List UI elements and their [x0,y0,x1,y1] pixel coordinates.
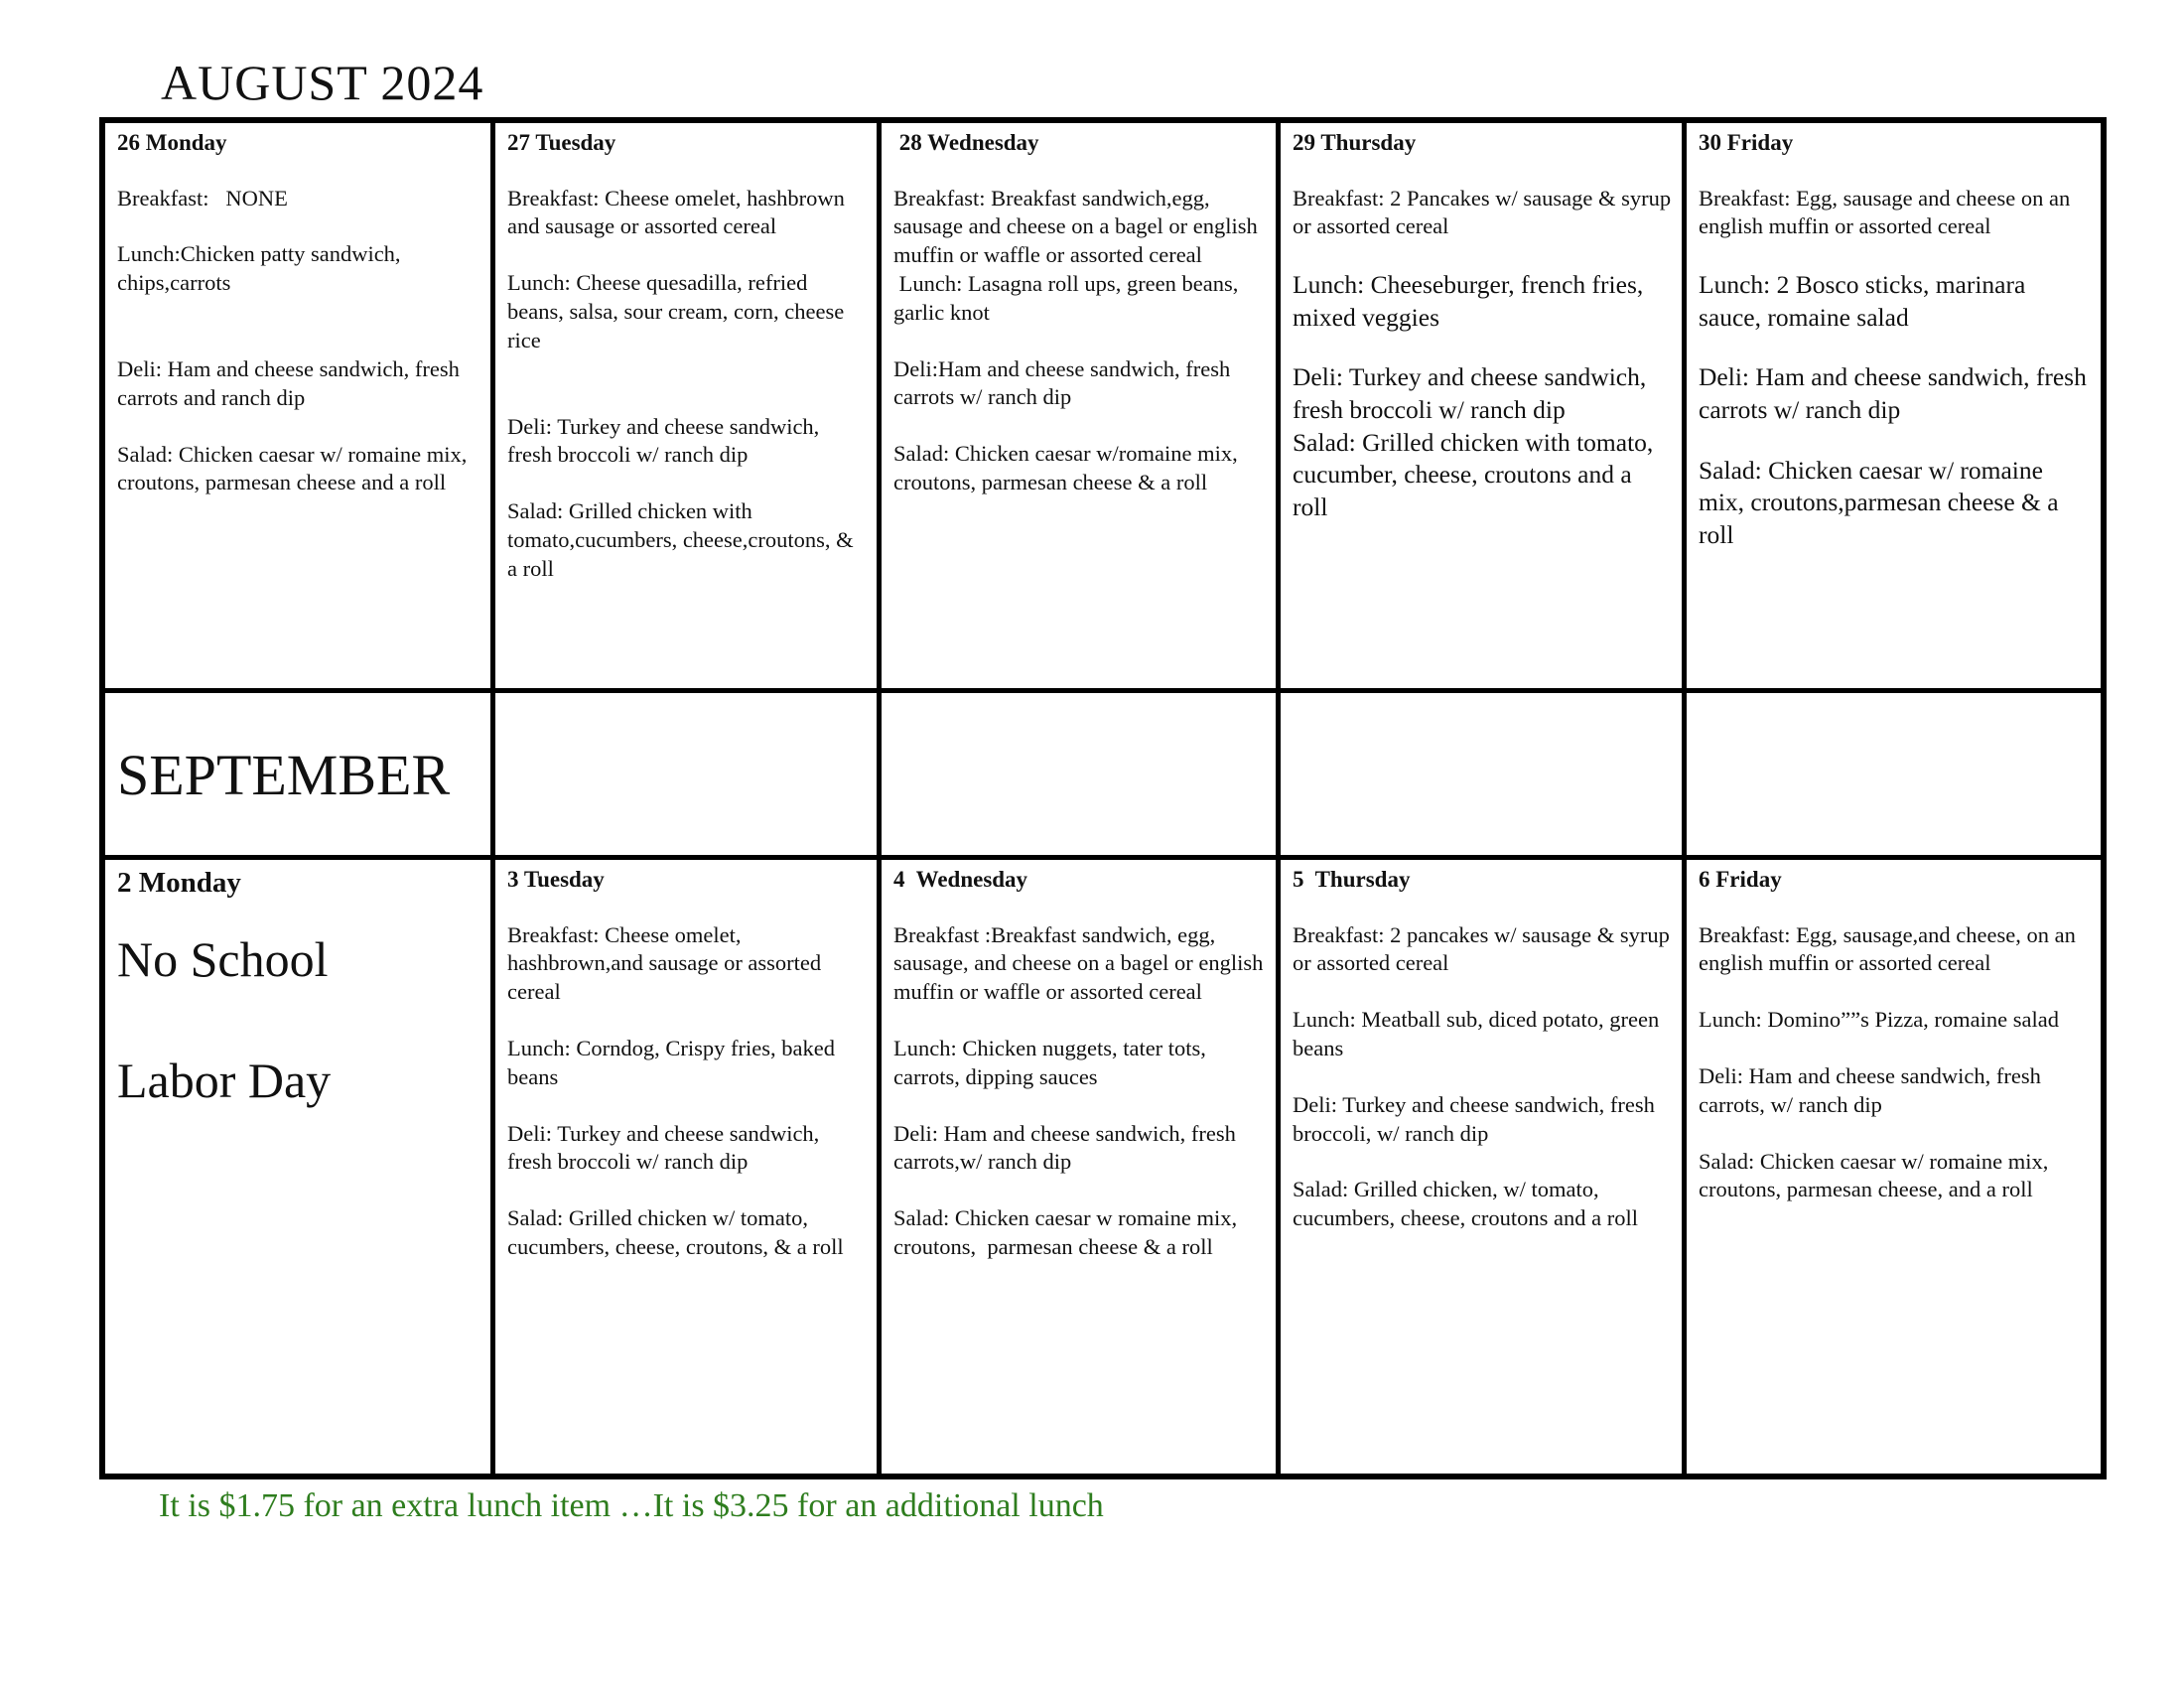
day-header: 27 Tuesday [507,130,616,155]
month-label: SEPTEMBER [117,743,451,807]
deli-item: Deli: Ham and cheese sandwich, fresh carrots w/ ranch dip [1699,362,2094,425]
deli-item: Deli:Ham and cheese sandwich, fresh carrots w/ ranch dip [893,355,1236,410]
lunch-item: Lunch: Cheese quesadilla, refried beans, salsa, sour cream, corn, cheese rice [507,270,850,352]
page-title: AUGUST 2024 [161,55,484,110]
breakfast-item: Breakfast: NONE [117,185,288,211]
lunch-item: Lunch: Lasagna roll ups, green beans, garlic knot [893,270,1245,325]
empty-cell [882,693,1281,860]
day-cell-aug-27 [495,123,882,693]
breakfast-item: Breakfast: Breakfast sandwich,egg, sausage and cheese on a bagel or english muffin or waffle or assorted cereal [893,185,1264,268]
deli-item: Deli: Ham and cheese sandwich, fresh carrots,w/ ranch dip [893,1120,1242,1175]
day-header: 3 Tuesday [507,867,605,892]
empty-cell [495,693,882,860]
deli-item: Deli: Ham and cheese sandwich, fresh carrots, w/ ranch dip [1699,1062,2047,1117]
salad-item: Salad: Chicken caesar w/romaine mix, croutons, parmesan cheese & a roll [893,441,1244,494]
salad-item: Salad: Chicken caesar w/ romaine mix, croutons, parmesan cheese, and a roll [1699,1148,2055,1202]
salad-item: Salad: Grilled chicken w/ tomato, cucumbers, cheese, croutons, & a roll [507,1205,844,1259]
lunch-item: Lunch: Corndog, Crispy fries, baked beans [507,1035,841,1089]
day-cell-sep-5 [1281,860,1687,1474]
lunch-item: Lunch:Chicken patty sandwich, chips,carrots [117,241,407,296]
no-school-text: No School [117,930,329,987]
day-cell-aug-30 [1687,123,2101,693]
breakfast-item: Breakfast: 2 Pancakes w/ sausage & syrup or assorted cereal [1293,185,1677,239]
lunch-item: Lunch: Meatball sub, diced potato, green beans [1293,1007,1665,1060]
day-header: 6 Friday [1699,867,1782,892]
lunch-item: Lunch: 2 Bosco sticks, marinara sauce, romaine salad [1699,270,2032,332]
day-header: 30 Friday [1699,130,1794,155]
salad-item: Salad: Grilled chicken, w/ tomato, cucumbers, cheese, croutons and a roll [1293,1177,1638,1231]
breakfast-item: Breakfast: Cheese omelet, hashbrown and sausage or assorted cereal [507,185,851,239]
salad-item: Salad: Grilled chicken with tomato, cucumber, cheese, croutons and a roll [1293,427,1660,521]
breakfast-item: Breakfast: Cheese omelet, hashbrown,and sausage or assorted cereal [507,921,827,1005]
pricing-note: It is $1.75 for an extra lunch item …It is $3.25 for an additional lunch [159,1487,1104,1524]
deli-item: Deli: Turkey and cheese sandwich, fresh broccoli, w/ ranch dip [1293,1091,1661,1146]
day-cell-aug-26 [105,123,495,693]
salad-item: Salad: Chicken caesar w/ romaine mix, croutons,parmesan cheese & a roll [1699,455,2065,549]
empty-cell [1687,693,2101,860]
lunch-item: Lunch: Chicken nuggets, tater tots, carrots, dipping sauces [893,1035,1212,1089]
day-header: 26 Monday [117,130,227,155]
salad-item: Salad: Grilled chicken with tomato,cucumbers, cheese,croutons, & a roll [507,498,860,581]
breakfast-item: Breakfast :Breakfast sandwich, egg, sausage, and cheese on a bagel or english muffin or waffle or assorted cereal [893,921,1269,1005]
day-header: 2 Monday [117,867,241,899]
holiday-text: Labor Day [117,1052,332,1108]
deli-item: Deli: Turkey and cheese sandwich, fresh broccoli w/ ranch dip [507,413,825,468]
day-cell-sep-2 [105,860,495,1474]
breakfast-item: Breakfast: Egg, sausage,and cheese, on an english muffin or assorted cereal [1699,921,2082,976]
breakfast-item: Breakfast: 2 pancakes w/ sausage & syrup or assorted cereal [1293,921,1676,976]
day-cell-sep-6 [1687,860,2101,1474]
empty-cell [1281,693,1687,860]
day-cell-aug-29 [1281,123,1687,693]
deli-item: Deli: Ham and cheese sandwich, fresh carrots and ranch dip [117,355,466,410]
salad-item: Salad: Chicken caesar w romaine mix, croutons, parmesan cheese & a roll [893,1205,1243,1259]
month-label-cell [105,693,495,860]
lunch-item: Lunch: Cheeseburger, french fries, mixed veggies [1293,270,1650,332]
day-cell-sep-3 [495,860,882,1474]
day-header: 28 Wednesday [893,130,1039,155]
salad-item: Salad: Chicken caesar w/ romaine mix, croutons, parmesan cheese and a roll [117,441,474,495]
lunch-item: Lunch: Domino””s Pizza, romaine salad [1699,1007,2060,1033]
deli-item: Deli: Turkey and cheese sandwich, fresh broccoli w/ ranch dip [1293,362,1653,425]
day-header: 5 Thursday [1293,867,1411,892]
day-cell-aug-28 [882,123,1281,693]
deli-item: Deli: Turkey and cheese sandwich, fresh broccoli w/ ranch dip [507,1120,825,1175]
day-cell-sep-4 [882,860,1281,1474]
menu-calendar [99,117,2107,1479]
day-header: 4 Wednesday [893,867,1028,892]
day-header: 29 Thursday [1293,130,1417,155]
breakfast-item: Breakfast: Egg, sausage and cheese on an english muffin or assorted cereal [1699,185,2076,239]
